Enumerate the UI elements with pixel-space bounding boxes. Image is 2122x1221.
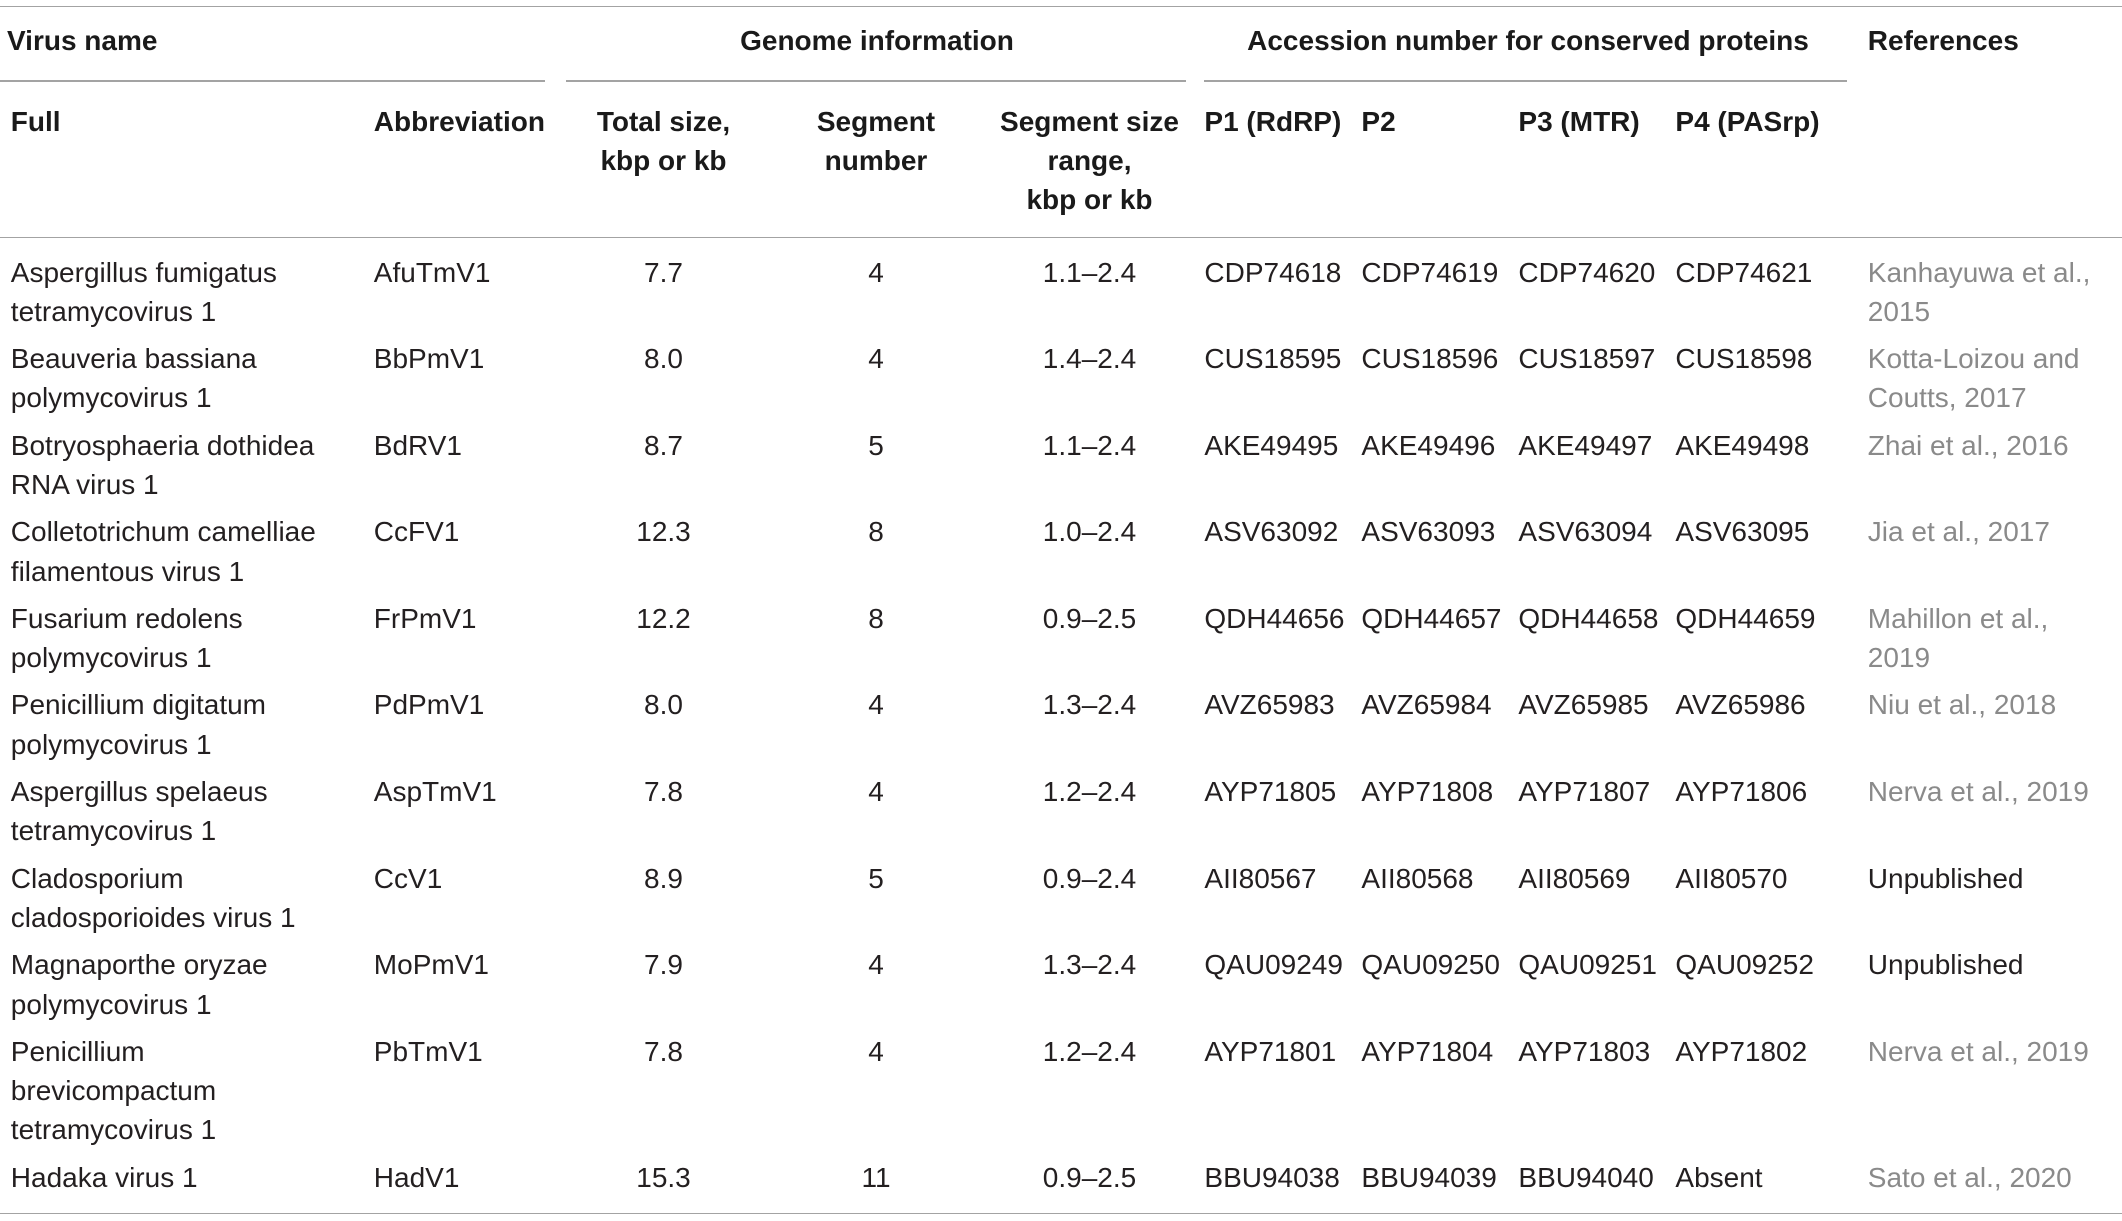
- virus-full-name-line: tetramycovirus 1: [10, 1114, 217, 1146]
- reference[interactable]: Sato et al., 2020: [1867, 1161, 2072, 1193]
- virus-full-name: [0, 1032, 363, 1150]
- virus-full-name: [0, 253, 363, 332]
- total-size-header-line: Total size,: [596, 105, 731, 137]
- segment-number-header-line: Segment: [816, 105, 936, 137]
- virus-full-name-line: Aspergillus fumigatus: [10, 256, 277, 288]
- total-size: 8.7: [644, 429, 683, 461]
- p2-accession: AYP71804: [1361, 1035, 1494, 1067]
- segment-size-range-header-line: Segment size: [1000, 105, 1179, 137]
- total-size: 8.0: [644, 689, 683, 721]
- column-header-row: [0, 82, 2122, 238]
- virus-full-name-line: polymycovirus 1: [10, 988, 212, 1020]
- segment-number-column-header: [772, 102, 980, 237]
- segment-size-range-header-line: range,: [1047, 145, 1132, 177]
- p4-accession: AYP71802: [1675, 1035, 1808, 1067]
- virus-abbreviation: BdRV1: [373, 429, 463, 461]
- p4-accession: ASV63095: [1675, 516, 1810, 548]
- p3-accession: QDH44658: [1518, 602, 1659, 634]
- virus-name-group-header: [0, 7, 555, 82]
- segment-number: 8: [868, 516, 884, 548]
- segment-size-range: 1.1–2.4: [1042, 429, 1137, 461]
- reference-line[interactable]: Kanhayuwa et al.,: [1867, 256, 2091, 288]
- segment-size-range: 1.3–2.4: [1042, 949, 1137, 981]
- virus-full-name-line: Magnaporthe oryzae: [10, 949, 268, 981]
- accession-numbers-group-rule: [1204, 80, 1847, 82]
- table-row: [0, 1154, 2122, 1201]
- segment-number: 4: [868, 343, 884, 375]
- p2-accession: QDH44657: [1361, 602, 1502, 634]
- segment-number: 5: [868, 862, 884, 894]
- segment-number: 4: [868, 689, 884, 721]
- segment-number: 4: [868, 1035, 884, 1067]
- virus-full-name: [0, 339, 363, 418]
- genome-information-group-label: Genome information: [740, 24, 1014, 56]
- p4-accession: QAU09252: [1675, 949, 1814, 981]
- segment-number: 4: [868, 776, 884, 808]
- virus-full-name-line: filamentous virus 1: [10, 555, 245, 587]
- virus-full-name: [0, 772, 363, 851]
- virus-full-name: Hadaka virus 1: [10, 1161, 198, 1193]
- total-size: 7.8: [644, 776, 683, 808]
- total-size: 12.3: [636, 516, 691, 548]
- total-size: 7.9: [644, 949, 683, 981]
- virus-abbreviation: BbPmV1: [373, 343, 485, 375]
- virus-full-name-line: polymycovirus 1: [10, 642, 212, 674]
- virus-abbreviation: PbTmV1: [373, 1035, 483, 1067]
- segment-number: 8: [868, 602, 884, 634]
- p4-accession: CUS18598: [1675, 343, 1813, 375]
- p2-accession: ASV63093: [1361, 516, 1496, 548]
- total-size: 7.8: [644, 1035, 683, 1067]
- reference: Unpublished: [1867, 862, 2024, 894]
- p4-accession: AII80570: [1675, 862, 1788, 894]
- virus-full-name: [0, 599, 363, 678]
- virus-full-name-line: Fusarium redolens: [10, 602, 243, 634]
- table-row: [0, 681, 2122, 768]
- p1-accession: AII80567: [1204, 862, 1317, 894]
- virus-full-name: [0, 945, 363, 1024]
- p1-accession: AKE49495: [1204, 429, 1339, 461]
- table-row: [0, 249, 2122, 336]
- virus-table: [0, 6, 2122, 1214]
- segment-number: 5: [868, 429, 884, 461]
- p1-accession: AYP71801: [1204, 1035, 1337, 1067]
- p4-accession: QDH44659: [1675, 602, 1816, 634]
- segment-number: 4: [868, 256, 884, 288]
- virus-full-name-line: Colletotrichum camelliae: [10, 516, 316, 548]
- p1-accession: CUS18595: [1204, 343, 1342, 375]
- virus-abbreviation: FrPmV1: [373, 602, 477, 634]
- virus-full-name: [0, 426, 363, 505]
- reference[interactable]: Jia et al., 2017: [1867, 516, 2050, 548]
- p2-accession: CDP74619: [1361, 256, 1499, 288]
- segment-size-range: 1.4–2.4: [1042, 343, 1137, 375]
- virus-full-name: [0, 859, 363, 938]
- p1-accession: BBU94038: [1204, 1161, 1340, 1193]
- p2-accession: AVZ65984: [1361, 689, 1492, 721]
- virus-full-name-line: tetramycovirus 1: [10, 295, 217, 327]
- virus-full-name-line: brevicompactum: [10, 1075, 217, 1107]
- table-body: [0, 238, 2122, 1215]
- p1-accession: AYP71805: [1204, 776, 1337, 808]
- p4-accession: AVZ65986: [1675, 689, 1806, 721]
- group-header-row: [0, 7, 2122, 82]
- total-size-column-header: [555, 102, 772, 237]
- p2-column-header: P2: [1361, 105, 1396, 137]
- p3-accession: ASV63094: [1518, 516, 1653, 548]
- virus-abbreviation: CcV1: [373, 862, 443, 894]
- p4-accession: AYP71806: [1675, 776, 1808, 808]
- table-row: [0, 768, 2122, 855]
- p2-accession: AII80568: [1361, 862, 1474, 894]
- p1-accession: ASV63092: [1204, 516, 1339, 548]
- reference[interactable]: Nerva et al., 2019: [1867, 776, 2089, 808]
- total-size: 15.3: [636, 1161, 691, 1193]
- virus-name-group-rule: [0, 80, 545, 82]
- segment-size-range: 1.0–2.4: [1042, 516, 1137, 548]
- p4-accession: Absent: [1675, 1161, 1763, 1193]
- table-row: [0, 1028, 2122, 1154]
- p3-accession: AYP71803: [1518, 1035, 1651, 1067]
- p3-accession: CUS18597: [1518, 343, 1656, 375]
- genome-information-group-rule: [566, 80, 1186, 82]
- total-size: 8.9: [644, 862, 683, 894]
- virus-name-group-label: Virus name: [7, 24, 158, 56]
- virus-full-name-line: polymycovirus 1: [10, 728, 212, 760]
- virus-full-name-line: Botryosphaeria dothidea: [10, 429, 315, 461]
- genome-information-group-header: [555, 7, 1199, 82]
- virus-abbreviation: PdPmV1: [373, 689, 485, 721]
- references-header-label: References: [1867, 24, 2019, 56]
- reference-line[interactable]: 2015: [1867, 295, 1931, 327]
- reference-line[interactable]: Mahillon et al.,: [1867, 602, 2049, 634]
- p2-accession: BBU94039: [1361, 1161, 1497, 1193]
- accession-numbers-group-label: Accession number for conserved proteins: [1247, 24, 1809, 56]
- p2-accession: AKE49496: [1361, 429, 1496, 461]
- total-size: 8.0: [644, 343, 683, 375]
- segment-size-range-header-line: kbp or kb: [1026, 184, 1153, 216]
- virus-abbreviation: MoPmV1: [373, 949, 489, 981]
- segment-number: 11: [861, 1161, 891, 1193]
- segment-size-range: 0.9–2.5: [1042, 602, 1137, 634]
- p1-accession: AVZ65983: [1204, 689, 1335, 721]
- segment-size-range: 1.2–2.4: [1042, 776, 1137, 808]
- reference: Unpublished: [1867, 949, 2024, 981]
- virus-full-name: [0, 512, 363, 591]
- p2-accession: AYP71808: [1361, 776, 1494, 808]
- table-row: [0, 855, 2122, 942]
- segment-number: 4: [868, 949, 884, 981]
- table-row: [0, 508, 2122, 595]
- full-column-header: Full: [10, 105, 61, 137]
- p1-accession: QAU09249: [1204, 949, 1343, 981]
- reference[interactable]: [1857, 253, 2122, 332]
- table-row: [0, 595, 2122, 682]
- virus-abbreviation: HadV1: [373, 1161, 460, 1193]
- p3-accession: AYP71807: [1518, 776, 1651, 808]
- segment-size-range: 1.2–2.4: [1042, 1035, 1137, 1067]
- reference[interactable]: Zhai et al., 2016: [1867, 429, 2069, 461]
- p2-accession: QAU09250: [1361, 949, 1500, 981]
- virus-full-name-line: Penicillium digitatum: [10, 689, 267, 721]
- p3-accession: BBU94040: [1518, 1161, 1654, 1193]
- abbreviation-column-header: Abbreviation: [373, 105, 545, 137]
- p4-column-header: P4 (PASrp): [1675, 105, 1820, 137]
- virus-full-name-line: polymycovirus 1: [10, 382, 212, 414]
- p3-accession: AKE49497: [1518, 429, 1653, 461]
- accession-numbers-group-header: [1199, 7, 1857, 82]
- virus-full-name-line: cladosporioides virus 1: [10, 901, 296, 933]
- reference[interactable]: [1857, 339, 2122, 418]
- p1-accession: CDP74618: [1204, 256, 1342, 288]
- segment-size-range: 0.9–2.4: [1042, 862, 1137, 894]
- virus-full-name-line: Penicillium: [10, 1035, 145, 1067]
- references-column-header: [1857, 7, 2122, 82]
- table-row: [0, 422, 2122, 509]
- p3-accession: CDP74620: [1518, 256, 1656, 288]
- reference[interactable]: Nerva et al., 2019: [1867, 1035, 2089, 1067]
- reference-line[interactable]: Kotta-Loizou and: [1867, 343, 2080, 375]
- p4-accession: CDP74621: [1675, 256, 1813, 288]
- segment-number-header-line: number: [824, 145, 928, 177]
- reference[interactable]: Niu et al., 2018: [1867, 689, 2057, 721]
- virus-full-name-line: tetramycovirus 1: [10, 815, 217, 847]
- virus-full-name: [0, 685, 363, 764]
- p3-accession: AII80569: [1518, 862, 1631, 894]
- virus-full-name-line: Beauveria bassiana: [10, 343, 257, 375]
- total-size: 7.7: [644, 256, 683, 288]
- segment-size-range: 0.9–2.5: [1042, 1161, 1137, 1193]
- segment-size-range: 1.1–2.4: [1042, 256, 1137, 288]
- p3-column-header: P3 (MTR): [1518, 105, 1640, 137]
- segment-size-range: 1.3–2.4: [1042, 689, 1137, 721]
- p3-accession: QAU09251: [1518, 949, 1657, 981]
- p3-accession: AVZ65985: [1518, 689, 1649, 721]
- p2-accession: CUS18596: [1361, 343, 1499, 375]
- virus-abbreviation: CcFV1: [373, 516, 460, 548]
- p1-column-header: P1 (RdRP): [1204, 105, 1342, 137]
- table-row: [0, 335, 2122, 422]
- virus-full-name-line: RNA virus 1: [10, 468, 159, 500]
- total-size-header-line: kbp or kb: [600, 145, 727, 177]
- virus-full-name-line: Cladosporium: [10, 862, 184, 894]
- virus-abbreviation: AfuTmV1: [373, 256, 491, 288]
- p4-accession: AKE49498: [1675, 429, 1810, 461]
- virus-full-name-line: Aspergillus spelaeus: [10, 776, 268, 808]
- segment-size-range-column-header: [980, 102, 1199, 237]
- reference[interactable]: [1857, 599, 2122, 678]
- reference-line[interactable]: 2019: [1867, 642, 1931, 674]
- total-size: 12.2: [636, 602, 691, 634]
- virus-abbreviation: AspTmV1: [373, 776, 497, 808]
- reference-line[interactable]: Coutts, 2017: [1867, 382, 2027, 414]
- table-row: [0, 941, 2122, 1028]
- p1-accession: QDH44656: [1204, 602, 1345, 634]
